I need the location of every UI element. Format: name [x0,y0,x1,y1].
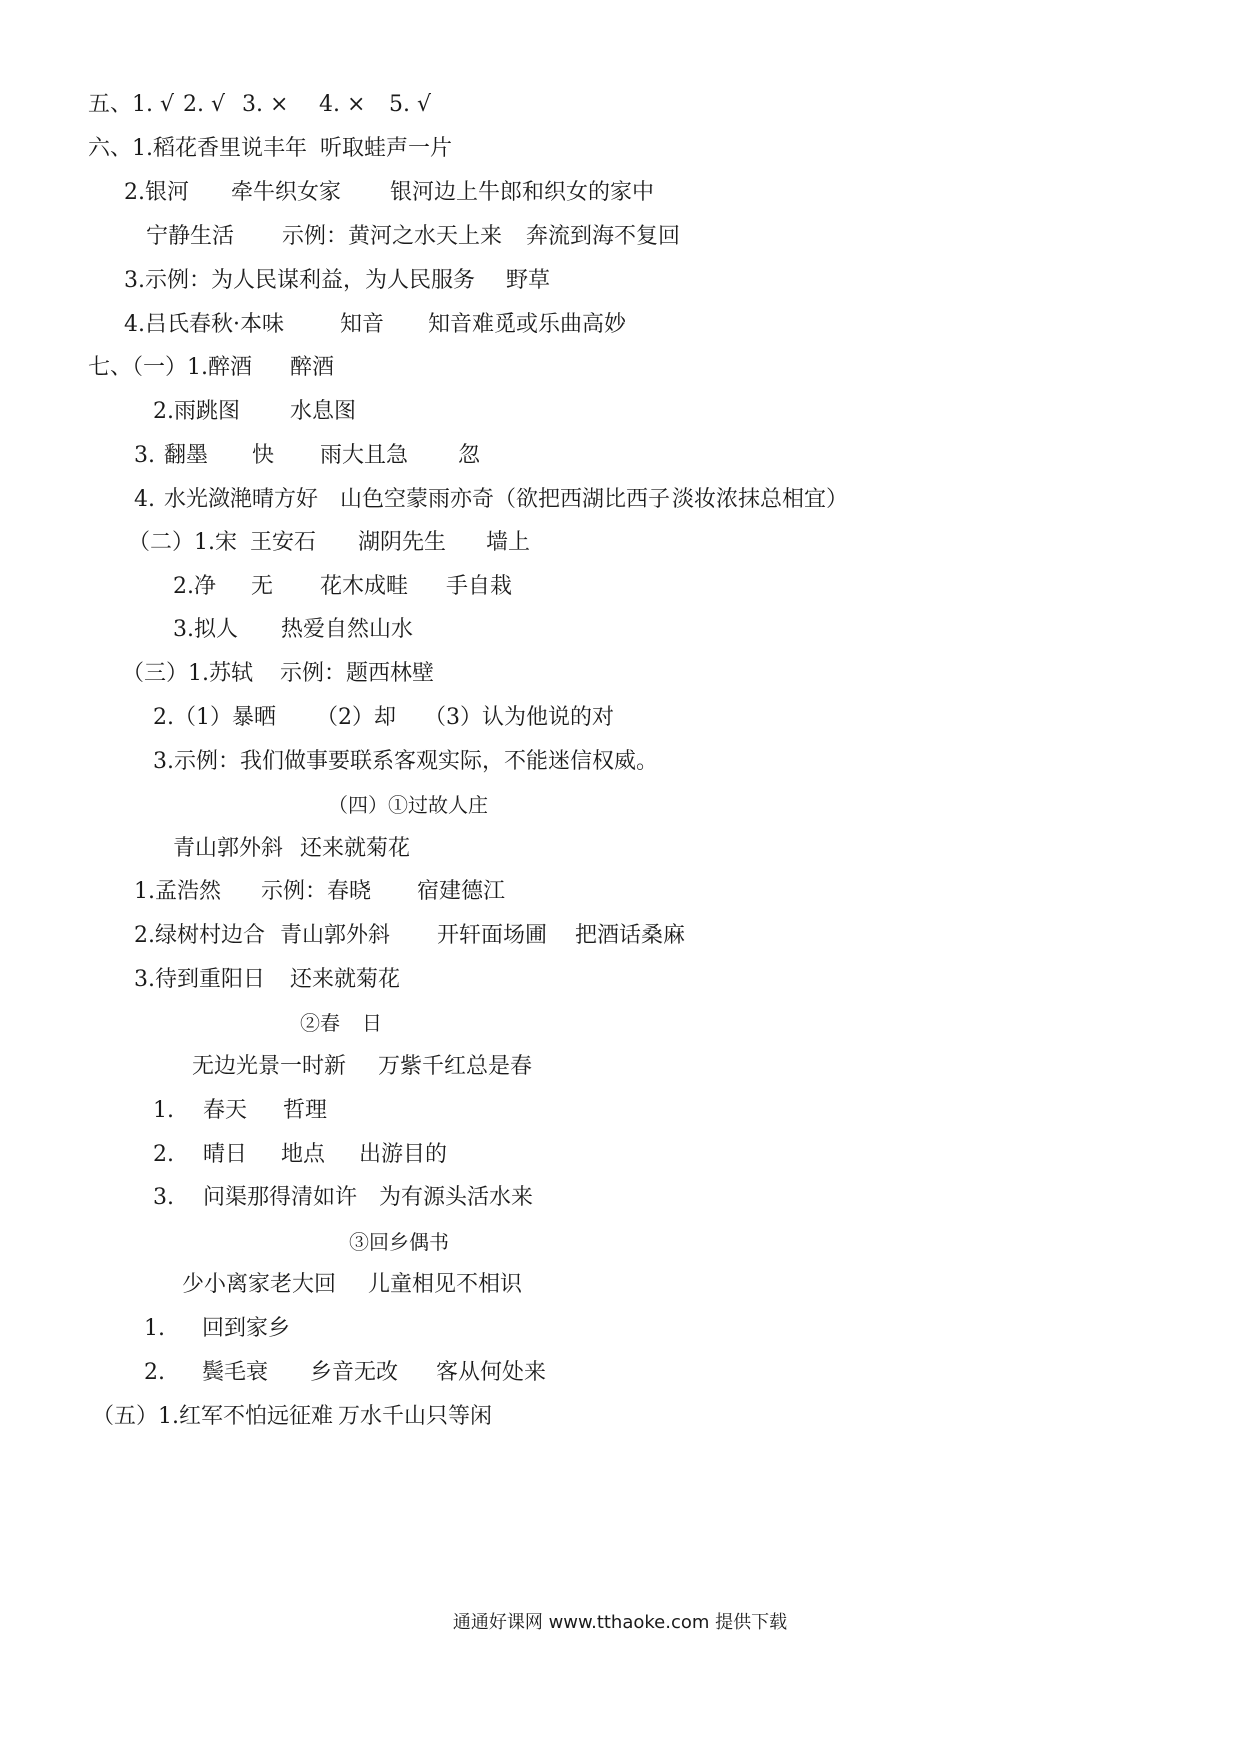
answer-text: 3.拟人 [173,617,238,642]
answer-line-1 [88,90,431,120]
answer-text: 5. √ [389,92,432,117]
answer-text: 牵牛织女家 [231,180,342,205]
answer-text: 山色空蒙雨亦奇（欲把西湖比西子 [340,487,671,512]
answer-text: 4. [134,487,155,512]
answer-text: 七、（一）1.醉酒 [88,355,252,380]
answer-text: 青山郭外斜 [173,836,284,861]
answer-text: 知音难觅或乐曲高妙 [428,312,627,337]
answer-text: 1. [144,1316,165,1341]
answer-text: （三）1.苏轼 [122,661,253,686]
answer-text: 3.待到重阳日 [134,967,265,992]
answer-text: 儿童相见不相识 [368,1272,523,1297]
answer-text: 王安石 [250,530,317,555]
answer-text: 银河边上牛郎和织女的家中 [390,180,655,205]
answer-line-23 [153,1140,447,1170]
answer-line-24 [153,1183,533,1213]
answer-text: 春天 [203,1098,248,1123]
answer-text: 4. × [319,92,366,117]
section-heading-1 [328,790,488,820]
answer-text: 开轩面场圃 [437,923,548,948]
answer-text: 忽 [458,443,481,468]
answer-text: 2. [144,1360,165,1385]
answer-text: 乡音无改 [310,1360,399,1385]
answer-line-5 [124,266,550,296]
answer-line-28 [92,1402,492,1432]
answer-text: 无 [251,574,274,599]
answer-text: 3. [134,443,155,468]
section-heading-2 [300,1008,382,1038]
answer-text: 万紫千红总是春 [378,1054,533,1079]
answer-text: 2.雨跳图 [153,399,240,424]
answer-line-26 [144,1314,290,1344]
answer-text: 2.银河 [124,180,189,205]
answer-text: 还来就菊花 [290,967,401,992]
answer-text: 晴日 [203,1142,248,1167]
answer-text: 鬓毛衰 [202,1360,269,1385]
answer-text: （3）认为他说的对 [424,705,614,730]
answer-text: 2. [153,1142,174,1167]
answer-text: 示例：题西林壁 [280,661,435,686]
answer-text: 水息图 [290,399,357,424]
answer-text: 宿建德江 [417,879,506,904]
answer-text: 水光潋滟晴方好 [164,487,319,512]
answer-text: 问渠那得清如许 [203,1185,358,1210]
answer-text: 客从何处来 [436,1360,547,1385]
answer-text: （五）1.红军不怕远征难 [92,1404,333,1429]
answer-text: 地点 [281,1142,326,1167]
answer-text: 花木成畦 [320,574,409,599]
answer-text: 无边光景一时新 [192,1054,347,1079]
answer-text: 五、1. √ [88,92,175,117]
answer-line-8 [153,397,356,427]
answer-line-14 [122,659,434,689]
answer-line-21 [192,1052,532,1082]
answer-text: 1.孟浩然 [134,879,221,904]
answer-text: 六、1.稻花香里说丰年 [88,136,307,161]
answer-text: 2. √ [183,92,226,117]
answer-line-20 [134,965,400,995]
answer-text: 把酒话桑麻 [575,923,686,948]
answer-line-4 [146,222,680,252]
answer-text: 3. [153,1185,174,1210]
answer-line-2 [88,134,452,164]
answer-text: 淡妆浓抹总相宜） [672,487,849,512]
answer-line-11 [128,528,530,558]
answer-text: （2）却 [316,705,396,730]
answer-text: 宁静生活 [146,224,235,249]
answer-line-7 [88,353,334,383]
heading-text: 日 [362,1011,382,1035]
answer-text: 青山郭外斜 [280,923,391,948]
answer-line-3 [124,178,654,208]
answer-text: 3.示例：为人民谋利益，为人民服务 [124,268,475,293]
answer-line-10 [134,485,848,515]
answer-text: 4.吕氏春秋·本味 [124,312,284,337]
answer-line-15 [153,703,614,733]
answer-text: 翻墨 [164,443,209,468]
answer-line-13 [173,615,413,645]
answer-text: 示例：黄河之水天上来 [282,224,503,249]
answer-text: 野草 [506,268,551,293]
answer-text: 快 [252,443,275,468]
answer-text: 奔流到海不复回 [526,224,681,249]
answer-text: 示例：春晓 [261,879,372,904]
answer-text: 出游目的 [359,1142,448,1167]
answer-line-9 [134,441,480,471]
answer-line-18 [134,877,505,907]
answer-line-6 [124,310,626,340]
section-heading-3 [349,1227,449,1257]
answer-line-25 [182,1270,522,1300]
answer-text: 还来就菊花 [300,836,411,861]
answer-text: 热爱自然山水 [281,617,414,642]
answer-text: 知音 [340,312,385,337]
heading-text: ②春 [300,1011,340,1035]
answer-text: （二）1.宋 [128,530,237,555]
answer-line-27 [144,1358,546,1388]
answer-text: 2.净 [173,574,216,599]
heading-text: （四）①过故人庄 [328,793,488,817]
answer-line-22 [153,1096,327,1126]
answer-text: 墙上 [486,530,531,555]
answer-text: 哲理 [283,1098,328,1123]
footer-credit: 通通好课网 www.tthaoke.com 提供下载 [452,1612,788,1633]
answer-text: 3. × [242,92,289,117]
answer-line-19 [134,921,685,951]
heading-text: ③回乡偶书 [349,1230,449,1254]
answer-text: 听取蛙声一片 [320,136,453,161]
answer-text: 万水千山只等闲 [338,1404,493,1429]
answer-text: 1. [153,1098,174,1123]
answer-text: 3.示例：我们做事要联系客观实际，不能迷信权威。 [153,749,658,774]
answer-text: 少小离家老大回 [182,1272,337,1297]
answer-text: 2.（1）暴晒 [153,705,276,730]
answer-text: 2.绿树村边合 [134,923,265,948]
answer-text: 湖阴先生 [358,530,447,555]
answer-line-17 [173,834,410,864]
answer-text: 手自栽 [446,574,513,599]
answer-text: 醉酒 [290,355,335,380]
answer-text: 回到家乡 [202,1316,291,1341]
answer-line-16 [153,747,658,777]
answer-text: 雨大且急 [320,443,409,468]
answer-text: 为有源头活水来 [379,1185,534,1210]
answer-line-12 [173,572,512,602]
